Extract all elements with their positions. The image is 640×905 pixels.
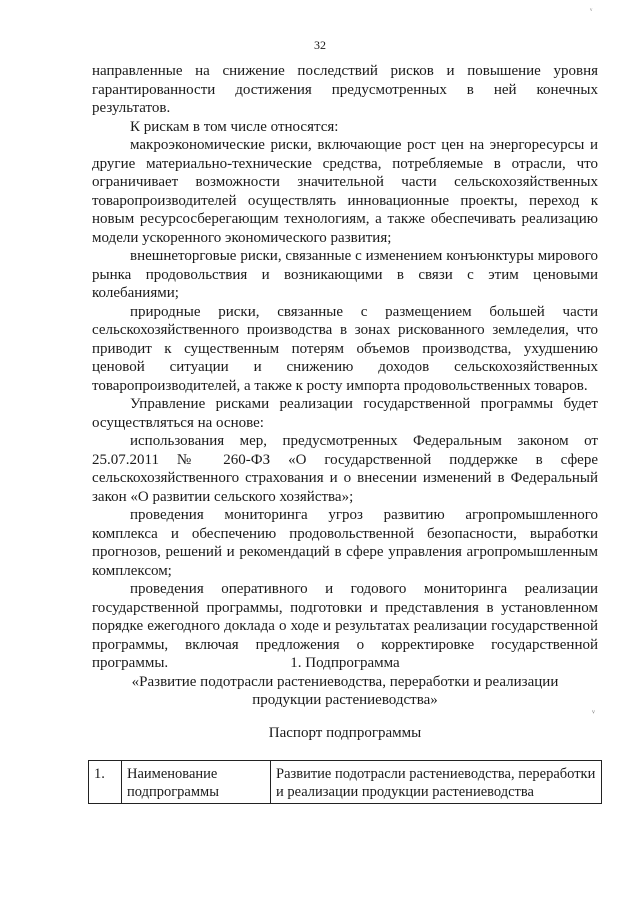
row-value: Развитие подотрасли растениеводства, переработки и реализации продукции растениеводства [271,761,602,804]
row-number: 1. [89,761,122,804]
paragraph: проведения мониторинга угроз развитию агропромышленного комплекса и обеспечению продовольственной безопасности, выработки прогнозов, решений и рекомендаций в сфере управления агропромышленным комплексом; [92,507,598,579]
paragraph: внешнеторговые риски, связанные с изменением конъюнктуры мирового рынка продовольствия и возникающими в связи с этим ценовыми колебаниями; [92,248,598,301]
paragraph: макроэкономические риски, включающие рост цен на энергоресурсы и другие материально-технические средства, потребляемые в отрасли, что ограничивает возможности значительной части сельскохозяйственных товаропроизводителей осуществлять инновационные проекты, переход к новым ресурсосберегающим технологиям, а также обеспечивать реализацию модели ускоренного экономического развития; [92,137,598,246]
paragraph: Управление рисками реализации государственной программы будет осуществляться на основе: [92,396,598,431]
body-text [92,62,598,673]
paragraph: природные риски, связанные с размещением большей части сельскохозяйственного производства в зонах рискованного земледелия, что приводит к существенным потерям объемов производства, ухудшению ценовой ситуации и снижению доходов сельскохозяйственных товаропроизводителей, а также к росту импорта продовольственных товаров. [92,303,598,394]
passport-title: Паспорт подпрограммы [268,725,422,741]
paragraph: использования мер, предусмотренных Федеральным законом от 25.07.2011 № 260-ФЗ «О государственной поддержке в сфере сельскохозяйственного страхования и о внесении изменений в Федеральный закон «О развитии сельского хозяйства»; [92,433,598,505]
paragraph: направленные на снижение последствий рисков и повышение уровня гарантированности достижения предусмотренных в ней конечных результатов. [92,63,598,116]
paragraph: К рискам в том числе относятся: [130,118,339,135]
table-row [89,761,602,804]
passport-table [88,760,602,804]
scan-mark: ᵛ [592,708,595,719]
subprogram-heading [92,654,598,710]
subprogram-heading-line: «Развитие подотрасли растениеводства, переработки и реализации [131,673,559,690]
scan-mark: ᵛ [590,6,593,15]
row-name: Наименование подпрограммы [122,761,271,804]
paragraph: проведения оперативного и годового мониторинга реализации государственной программы, подготовки и представления в установленном порядке ежегодного доклада о ходе и результатах реализации государственной программы, включая предложения о корректировке государственной программы. [92,581,598,671]
subprogram-heading-line: 1. Подпрограмма [290,655,400,671]
subprogram-heading-line: продукции растениеводства» [252,692,438,708]
page-number: 32 [314,38,326,52]
